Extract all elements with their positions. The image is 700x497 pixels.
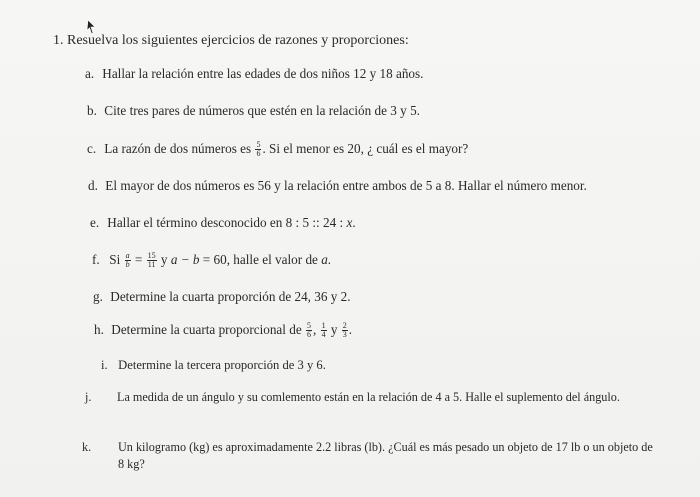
item-text: Cite tres pares de números que estén en la relación de 3 y 5. — [104, 103, 420, 118]
item-h — [94, 321, 352, 339]
item-letter: d. — [88, 178, 98, 193]
item-letter: c. — [87, 141, 97, 156]
item-k — [82, 439, 658, 473]
item-letter: a. — [85, 66, 95, 81]
item-letter: i. — [101, 358, 108, 372]
item-text-mid: y — [330, 322, 338, 337]
item-a — [85, 65, 423, 83]
item-b — [87, 102, 420, 120]
item-text-pre: Determine la cuarta proporcional de — [111, 322, 302, 337]
fraction: $\frac{15}{11}$ — [147, 251, 156, 270]
fraction: $\frac{2}{3}$ — [342, 321, 347, 340]
item-f — [92, 251, 331, 269]
item-text: Determine la cuarta proporción de 24, 36 y 2. — [110, 289, 351, 304]
item-text-post: . Si el menor es 20, ¿ cuál es el mayor? — [262, 141, 469, 156]
item-e — [90, 214, 356, 232]
item-text-mid: y — [160, 252, 168, 267]
item-letter: k. — [82, 440, 92, 454]
item-text: Determine la tercera proporción de 3 y 6. — [118, 358, 326, 372]
item-letter: f. — [92, 252, 100, 267]
item-text-post: = 60, halle el valor de — [202, 252, 318, 267]
fraction: $\frac{5}{6}$ — [307, 321, 311, 340]
item-text-post: . — [348, 322, 353, 337]
fraction: $\frac{1}{4}$ — [321, 321, 326, 340]
item-text-pre: La razón de dos números es — [104, 141, 252, 156]
item-text-end: . — [327, 252, 332, 267]
item-i — [101, 356, 326, 374]
item-d — [88, 177, 587, 195]
equals-sign: = — [134, 252, 143, 267]
math-variable: x — [346, 215, 353, 230]
fraction: $\frac{5}{6}$ — [256, 140, 261, 159]
exercise-heading: 1. Resuelva los siguientes ejercicios de razones y proporciones: — [53, 33, 409, 48]
math-variable: a — [321, 252, 328, 267]
item-text: Un kilogramo (kg) es aproximadamente 2.2 libras (lb). ¿Cuál es más pesado un objeto de 17 lb o un objeto de 8 kg? — [118, 440, 653, 471]
item-letter: g. — [93, 289, 103, 304]
item-g — [93, 288, 351, 306]
item-letter: j. — [85, 390, 92, 404]
math-expression: a − b — [170, 252, 200, 267]
separator: , — [313, 322, 317, 337]
item-j — [85, 389, 657, 406]
fraction: $\frac{a}{b}$ — [125, 251, 130, 270]
mouse-pointer-icon — [86, 20, 96, 34]
item-letter: h. — [94, 322, 104, 337]
item-text-pre: Hallar el término desconocido en 8 : 5 :: 24 : — [107, 215, 347, 230]
item-text: El mayor de dos números es 56 y la relación entre ambos de 5 a 8. Hallar el número menor. — [105, 178, 587, 193]
item-c — [87, 140, 468, 158]
item-text-pre: Si — [109, 252, 121, 267]
item-text: Hallar la relación entre las edades de dos niños 12 y 18 años. — [102, 66, 424, 81]
item-text-post: . — [352, 215, 356, 230]
item-text: La medida de un ángulo y su comlemento están en la relación de 4 a 5. Halle el suplemento del ángulo. — [117, 390, 620, 404]
item-letter: b. — [87, 103, 97, 118]
item-letter: e. — [90, 215, 100, 230]
